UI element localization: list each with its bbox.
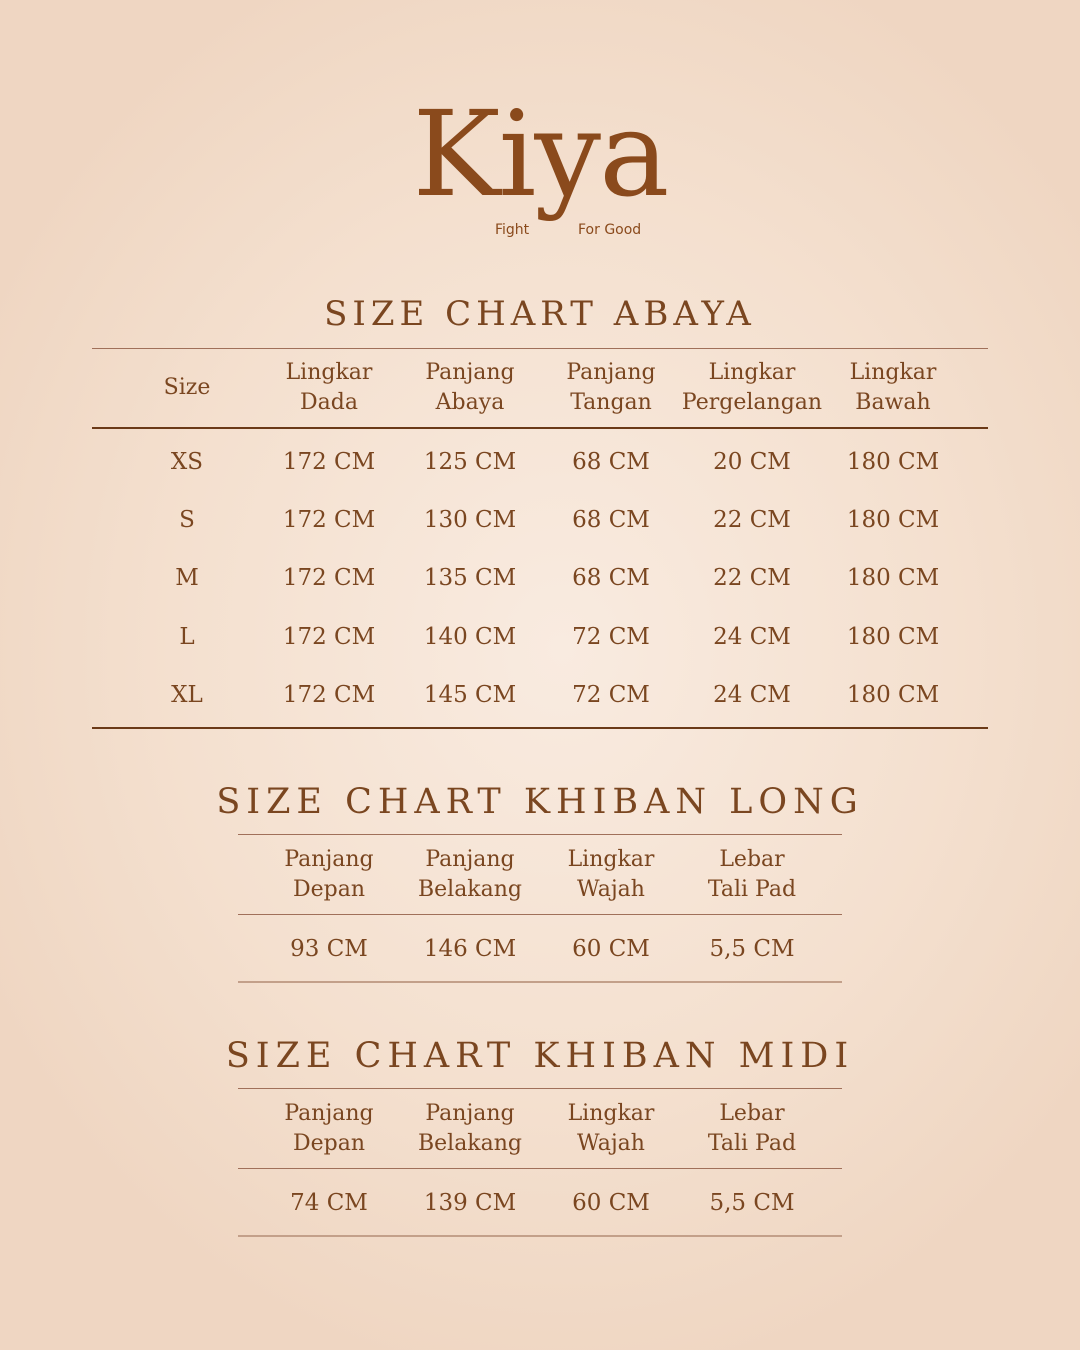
abaya-table-cell: 180 CM	[846, 565, 940, 591]
brand-logo	[0, 85, 1080, 238]
abaya-table-cell: 130 CM	[423, 507, 517, 533]
khiban-midi-title: SIZE CHART KHIBAN MIDI	[225, 1036, 855, 1076]
khiban-midi-header-line: Panjang	[425, 1101, 515, 1126]
abaya-table-cell: 145 CM	[423, 682, 517, 708]
abaya-bottom-rule	[92, 727, 988, 729]
abaya-header-cell	[818, 358, 968, 418]
abaya-table-cell: 72 CM	[572, 624, 650, 650]
khiban-midi-table-cell: 74 CM	[290, 1190, 368, 1216]
abaya-table-cell: XL	[171, 682, 203, 708]
abaya-header-line: Dada	[300, 390, 358, 415]
khiban-long-header-cell	[395, 845, 545, 905]
khiban-long-header-line: Tali Pad	[707, 877, 797, 902]
khiban-long-header-line: Lebar	[719, 847, 785, 872]
abaya-table-cell: 180 CM	[846, 624, 940, 650]
abaya-table-cell: 172 CM	[282, 449, 376, 475]
abaya-header-cell	[677, 358, 827, 418]
abaya-header-cell	[395, 358, 545, 418]
khiban-long-header-line: Lingkar	[567, 847, 655, 872]
abaya-table-cell: XS	[170, 449, 204, 475]
khiban-long-table-cell: 60 CM	[572, 936, 650, 962]
abaya-table-cell: 20 CM	[713, 449, 791, 475]
abaya-table-cell: 24 CM	[713, 624, 791, 650]
abaya-header-cell	[254, 358, 404, 418]
khiban-midi-header-cell	[536, 1099, 686, 1159]
abaya-table-cell: 68 CM	[572, 507, 650, 533]
khiban-long-header-line: Depan	[292, 877, 366, 902]
abaya-table-cell: 68 CM	[572, 449, 650, 475]
khiban-midi-table-cell: 5,5 CM	[709, 1190, 795, 1216]
abaya-header-cell	[112, 373, 262, 403]
abaya-header-line: Abaya	[435, 390, 505, 415]
abaya-header-line: Lingkar	[708, 360, 796, 385]
abaya-table-cell: 68 CM	[572, 565, 650, 591]
khiban-long-header-cell	[536, 845, 686, 905]
khiban-midi-header-cell	[677, 1099, 827, 1159]
khiban-midi-header-rule	[238, 1168, 842, 1169]
khiban-long-table-cell: 146 CM	[423, 936, 517, 962]
abaya-table-cell: 180 CM	[846, 449, 940, 475]
khiban-midi-header-line: Tali Pad	[707, 1131, 797, 1156]
khiban-midi-header-line: Belakang	[417, 1131, 523, 1156]
abaya-table-cell: L	[179, 624, 195, 650]
khiban-long-header-line: Panjang	[425, 847, 515, 872]
abaya-table-cell: 22 CM	[713, 565, 791, 591]
abaya-table-cell: S	[179, 507, 195, 533]
abaya-table-cell: 172 CM	[282, 624, 376, 650]
khiban-midi-header-line: Depan	[292, 1131, 366, 1156]
brand-tagline-left: Fight	[495, 222, 530, 238]
khiban-long-header-line: Belakang	[417, 877, 523, 902]
khiban-long-header-cell	[677, 845, 827, 905]
khiban-midi-table-cell: 139 CM	[423, 1190, 517, 1216]
abaya-table-cell: 172 CM	[282, 565, 376, 591]
abaya-header-line: Panjang	[425, 360, 515, 385]
khiban-midi-bottom-rule	[238, 1235, 842, 1237]
abaya-table-cell: 172 CM	[282, 507, 376, 533]
abaya-table-cell: M	[175, 565, 199, 591]
khiban-long-bottom-rule	[238, 981, 842, 983]
khiban-long-title: SIZE CHART KHIBAN LONG	[216, 782, 864, 822]
abaya-header-cell	[536, 358, 686, 418]
khiban-midi-table-cell: 60 CM	[572, 1190, 650, 1216]
khiban-long-header-cell	[254, 845, 404, 905]
khiban-long-header-line: Panjang	[284, 847, 374, 872]
abaya-table-cell: 180 CM	[846, 682, 940, 708]
abaya-header-line: Lingkar	[285, 360, 373, 385]
khiban-long-table-cell: 5,5 CM	[709, 936, 795, 962]
khiban-long-header-rule	[238, 914, 842, 915]
khiban-long-header-line: Wajah	[577, 877, 645, 902]
khiban-midi-header-line: Lebar	[719, 1101, 785, 1126]
khiban-midi-header-line: Panjang	[284, 1101, 374, 1126]
abaya-table-cell: 22 CM	[713, 507, 791, 533]
abaya-header-line: Bawah	[855, 390, 931, 415]
abaya-table-cell: 140 CM	[423, 624, 517, 650]
abaya-table-cell: 135 CM	[423, 565, 517, 591]
abaya-table-cell: 72 CM	[572, 682, 650, 708]
abaya-table-cell: 24 CM	[713, 682, 791, 708]
abaya-table-cell: 125 CM	[423, 449, 517, 475]
khiban-midi-top-rule	[238, 1088, 842, 1089]
abaya-header-line: Tangan	[570, 390, 652, 415]
khiban-long-table-cell: 93 CM	[290, 936, 368, 962]
abaya-top-rule	[92, 348, 988, 349]
abaya-header-line: Size	[163, 375, 211, 400]
abaya-header-rule	[92, 427, 988, 429]
khiban-midi-header-cell	[254, 1099, 404, 1159]
abaya-title: SIZE CHART ABAYA	[324, 294, 756, 334]
abaya-table-cell: 172 CM	[282, 682, 376, 708]
abaya-header-line: Lingkar	[849, 360, 937, 385]
abaya-table-cell: 180 CM	[846, 507, 940, 533]
khiban-long-top-rule	[238, 834, 842, 835]
brand-tagline-right: For Good	[578, 222, 642, 238]
khiban-midi-header-line: Wajah	[577, 1131, 645, 1156]
abaya-header-line: Pergelangan	[681, 390, 823, 415]
khiban-midi-header-line: Lingkar	[567, 1101, 655, 1126]
khiban-midi-header-cell	[395, 1099, 545, 1159]
brand-wordmark: Kiya	[412, 85, 668, 223]
abaya-header-line: Panjang	[566, 360, 656, 385]
